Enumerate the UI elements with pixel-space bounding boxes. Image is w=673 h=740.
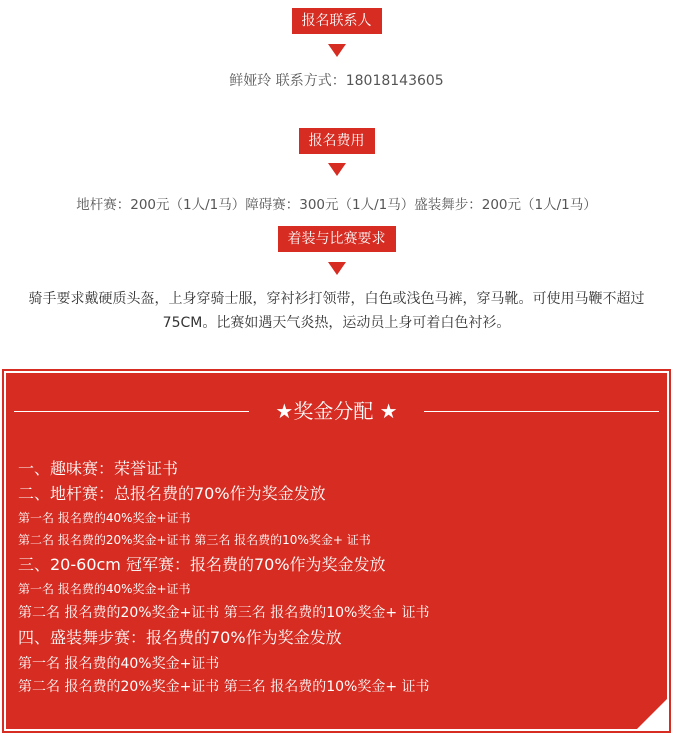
- fee-line: 地杆赛：200元（1人/1马）障碍赛：300元（1人/1马）盛装舞步：200元（1人/1马）: [76, 197, 597, 213]
- prize-line: 第一名 报名费的40%奖金+证书: [18, 511, 191, 525]
- contact-arrow-icon: [328, 44, 346, 57]
- prize-line: 第一名 报名费的40%奖金+证书: [18, 656, 220, 672]
- prize-panel: [4, 371, 669, 731]
- prize-line: 二、地杆赛：总报名费的70%作为奖金发放: [18, 484, 326, 503]
- prize-line: 三、20-60cm 冠军赛：报名费的70%作为奖金发放: [18, 555, 386, 574]
- attire-arrow-icon: [328, 262, 346, 275]
- attire-badge: 着装与比赛要求: [278, 226, 396, 252]
- prize-title: ★奖金分配 ★: [275, 399, 398, 423]
- prize-line: 第二名 报名费的20%奖金+证书 第三名 报名费的10%奖金+ 证书: [18, 679, 430, 695]
- prize-line: 第二名 报名费的20%奖金+证书 第三名 报名费的10%奖金+ 证书: [18, 533, 371, 547]
- title-rule-right: [424, 411, 659, 412]
- attire-paragraph: 骑手要求戴硬质头盔，上身穿骑士服，穿衬衫打领带，白色或浅色马裤，穿马靴。可使用马鞭不超过75CM。比赛如遇天气炎热，运动员上身可着白色衬衫。: [28, 291, 645, 331]
- contact-badge: 报名联系人: [292, 8, 382, 34]
- prize-line: 一、趣味赛：荣誉证书: [18, 459, 179, 478]
- fee-arrow-icon: [328, 163, 346, 176]
- prize-line: 四、盛装舞步赛：报名费的70%作为奖金发放: [18, 628, 342, 647]
- prize-line: 第一名 报名费的40%奖金+证书: [18, 582, 191, 596]
- fee-badge: 报名费用: [299, 128, 375, 154]
- prize-title-row: [14, 396, 659, 426]
- contact-line: 鲜娅玲 联系方式：18018143605: [229, 73, 444, 89]
- page-corner-icon: [637, 699, 667, 729]
- prize-line: 第二名 报名费的20%奖金+证书 第三名 报名费的10%奖金+ 证书: [18, 605, 430, 621]
